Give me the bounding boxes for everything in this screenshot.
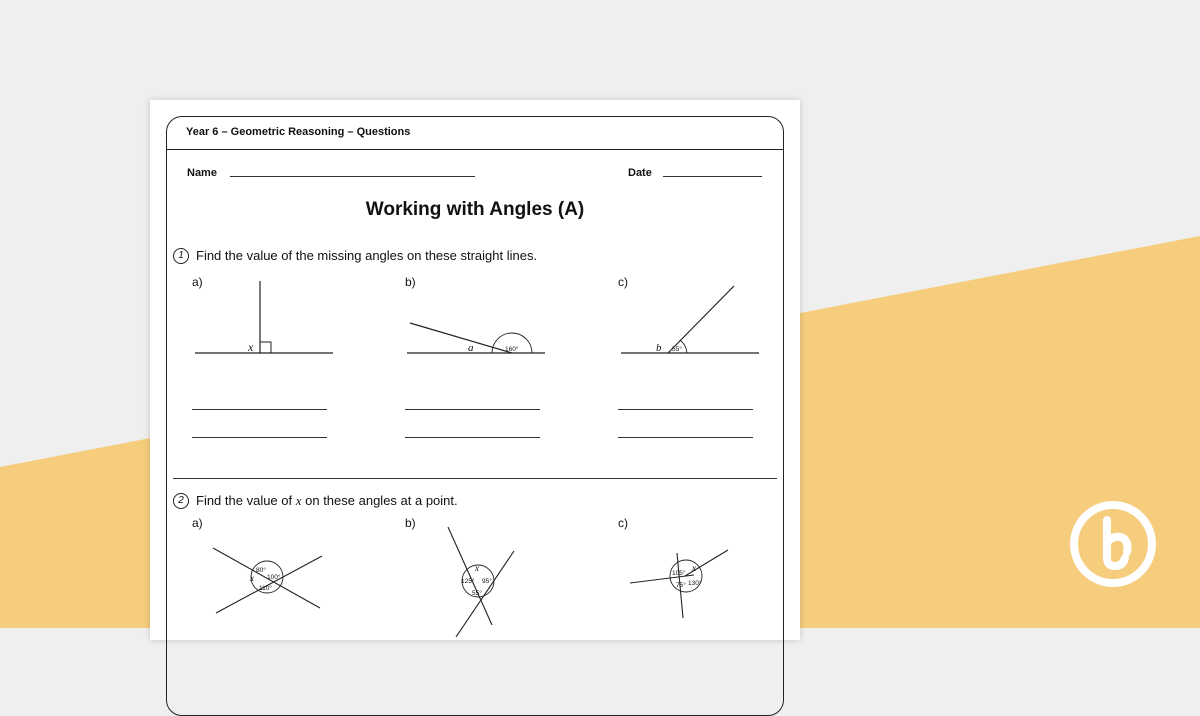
q1c-answer-line-2 bbox=[618, 437, 753, 438]
date-line bbox=[663, 176, 762, 177]
q1c-variable: b bbox=[656, 342, 662, 354]
date-label: Date bbox=[628, 167, 652, 179]
q1-part-b-label: b) bbox=[405, 275, 416, 289]
name-label: Name bbox=[187, 167, 217, 179]
q2c-angles-at-point-diagram bbox=[628, 540, 738, 630]
header-divider bbox=[167, 149, 783, 150]
question-divider bbox=[173, 478, 777, 479]
q2c-variable: x bbox=[692, 563, 696, 573]
q2a-angles-at-point-diagram bbox=[210, 530, 330, 620]
worksheet-header: Year 6 – Geometric Reasoning – Questions bbox=[186, 126, 411, 138]
q2c-angle-3: 130° bbox=[688, 580, 702, 587]
q1a-right-angle-diagram bbox=[190, 275, 340, 365]
q1-part-c-label: c) bbox=[618, 275, 628, 289]
q2a-angle-2: 100° bbox=[267, 574, 281, 581]
question-2-text: Find the value of x on these angles at a point. bbox=[196, 493, 458, 508]
q1b-angle-label: 160° bbox=[505, 346, 519, 353]
worksheet-title: Working with Angles (A) bbox=[365, 199, 585, 220]
q2-part-b-label: b) bbox=[405, 516, 416, 530]
teach-starter-logo-icon bbox=[1069, 500, 1157, 588]
question-2-number: 2 bbox=[173, 493, 189, 509]
question-1-number: 1 bbox=[173, 248, 189, 264]
q2b-angle-2: 95° bbox=[482, 578, 492, 585]
q1c-angle-label: 55° bbox=[672, 346, 682, 353]
q2c-angle-1: 105° bbox=[672, 570, 686, 577]
q1c-answer-line-1 bbox=[618, 409, 753, 410]
q1b-straight-line-diagram bbox=[402, 275, 552, 365]
q2a-variable: x bbox=[250, 573, 254, 583]
q1b-variable: a bbox=[468, 342, 474, 354]
q2b-variable: x bbox=[475, 563, 479, 573]
worksheet-page bbox=[150, 100, 800, 640]
q2b-angle-3: 55° bbox=[472, 590, 482, 597]
q2-part-c-label: c) bbox=[618, 516, 628, 530]
q1b-answer-line-1 bbox=[405, 409, 540, 410]
question-1-text: Find the value of the missing angles on these straight lines. bbox=[196, 248, 538, 263]
q1a-answer-line-2 bbox=[192, 437, 327, 438]
q1b-answer-line-2 bbox=[405, 437, 540, 438]
q2c-angle-2: 75° bbox=[676, 582, 686, 589]
q2b-angle-1: 125° bbox=[461, 578, 475, 585]
q2a-angle-1: 80° bbox=[256, 567, 266, 574]
q2b-angles-at-point-diagram bbox=[430, 525, 530, 635]
q2-part-a-label: a) bbox=[192, 516, 203, 530]
q1c-straight-line-diagram bbox=[616, 275, 766, 365]
q1a-variable: x bbox=[248, 340, 254, 354]
q1-part-a-label: a) bbox=[192, 275, 203, 289]
q2a-angle-3: 110° bbox=[259, 585, 272, 592]
name-line bbox=[230, 176, 475, 177]
q1a-answer-line-1 bbox=[192, 409, 327, 410]
